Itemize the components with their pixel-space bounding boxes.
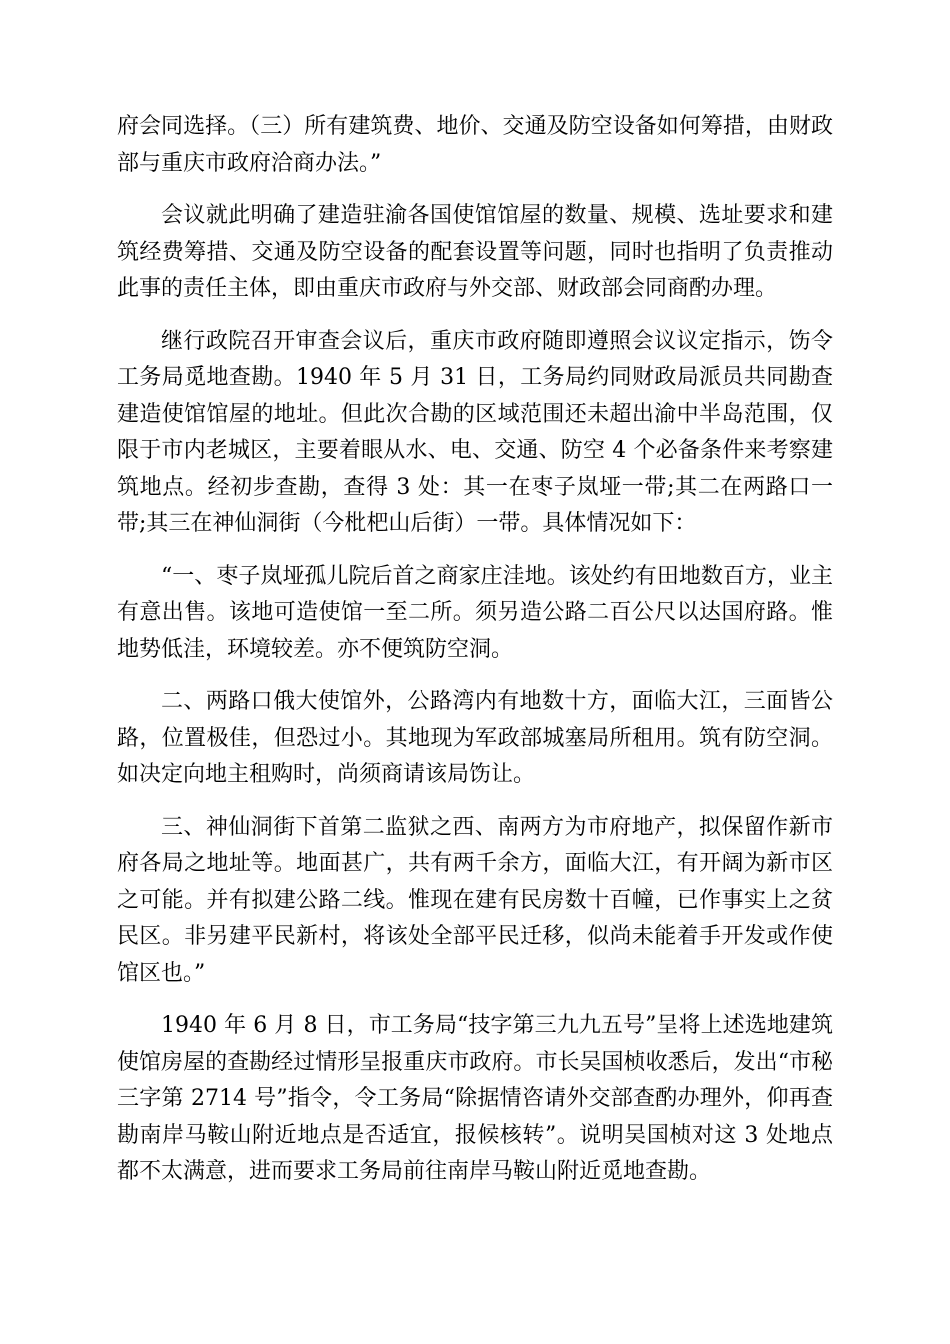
paragraph-report: 1940 年 6 月 8 日，市工务局“技字第三九九五号”呈将上述选地建筑使馆房屋的查勘经过情形呈报重庆市政府。市长吴国桢收悉后，发出“市秘三字第 2714 号”指令，令工务局“除据情咨请外交部查酌办理外，仰再查勘南岸马鞍山附近地点是否适宜，报候核转”。说明吴国桢对这 3 处地点都不太满意，进而要求工务局前往南岸马鞍山附近觅地查勘。 [117, 1013, 833, 1184]
paragraph-site-three: 三、神仙洞街下首第二监狱之西、南两方为市府地产，拟保留作新市府各局之地址等。地面甚广，共有两千余方，面临大江，有开阔为新市区之可能。并有拟建公路二线。惟现在建有民房数十百幢，已作事实上之贫民区。非另建平民新村，将该处全部平民迁移，似尚未能着手开发或作使馆区也。” [117, 814, 833, 986]
paragraph-meeting-summary: 会议就此明确了建造驻渝各国使馆馆屋的数量、规模、选址要求和建筑经费筹措、交通及防空设备的配套设置等问题，同时也指明了负责推动此事的责任主体，即由重庆市政府与外交部、财政部会同商酌办理。 [117, 203, 833, 301]
paragraph-site-two: 二、两路口俄大使馆外，公路湾内有地数十方，面临大江，三面皆公路，位置极佳，但恐过小。其地现为军政部城塞局所租用。筑有防空洞。如决定向地主租购时，尚须商请该局饬让。 [117, 689, 833, 787]
paragraph-site-survey: 继行政院召开审查会议后，重庆市政府随即遵照会议议定指示，饬令工务局觅地查勘。1940 年 5 月 31 日，工务局约同财政局派员共同勘查建造使馆馆屋的地址。但此次合勘的区域范围还未超出渝中半岛范围，仅限于市内老城区，主要着眼从水、电、交通、防空 4 个必备条件来考察建筑地点。经初步查勘，查得 3 处：其一在枣子岚垭一带;其二在两路口一带;其三在神仙洞街（今枇杷山后街）一带。具体情况如下： [117, 328, 833, 536]
paragraph-site-one: “一、枣子岚垭孤儿院后首之商家庄洼地。该处约有田地数百方，业主有意出售。该地可造使馆一至二所。须另造公路二百公尺以达国府路。惟地势低洼，环境较差。亦不便筑防空洞。 [117, 563, 833, 662]
paragraph-continuation: 府会同选择。（三）所有建筑费、地价、交通及防空设备如何筹措，由财政部与重庆市政府洽商办法。” [117, 114, 833, 176]
body-text [117, 109, 833, 1207]
